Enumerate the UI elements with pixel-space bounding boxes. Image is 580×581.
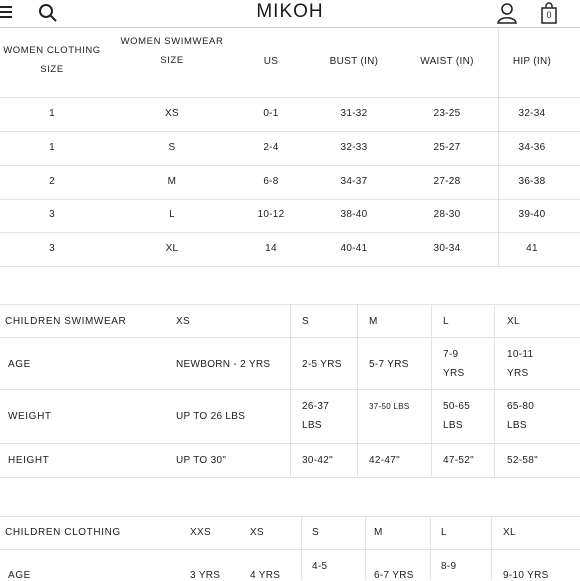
header-us: US — [263, 56, 279, 67]
header-xs: XS — [250, 527, 264, 538]
header-bust: BUST (IN) — [329, 56, 379, 67]
header-women-swimwear-size: WOMEN SWIMWEAR SIZE — [120, 36, 224, 66]
swimwear-size-cell: S — [168, 142, 176, 153]
bust-cell: 31-32 — [340, 108, 368, 119]
bag-count: 0 — [546, 10, 552, 20]
user-icon[interactable] — [496, 2, 518, 24]
hip-cell: 32-34 — [518, 108, 546, 119]
l-cell: 47-52" — [443, 455, 474, 466]
header-s: S — [302, 316, 309, 327]
hip-cell: 36-38 — [518, 176, 546, 187]
header-s: S — [312, 527, 319, 538]
header-women-clothing-size: WOMEN CLOTHING SIZE — [3, 45, 101, 75]
hip-cell: 41 — [526, 243, 538, 254]
s-cell: 30-42" — [302, 455, 333, 466]
us-cell: 2-4 — [263, 142, 279, 153]
row-label-height: HEIGHT — [8, 455, 50, 466]
bust-cell: 32-33 — [340, 142, 368, 153]
m-cell: 37-50 LBS — [369, 402, 410, 411]
xxs-cell: 3 YRS — [190, 570, 221, 581]
swimwear-size-cell: XL — [165, 243, 179, 254]
us-cell: 0-1 — [263, 108, 279, 119]
clothing-size-cell: 2 — [49, 176, 55, 187]
s-cell: 26-37 LBS — [302, 401, 330, 431]
xs-cell: NEWBORN - 2 YRS — [176, 359, 271, 370]
xs-cell: UP TO 26 LBS — [176, 411, 246, 422]
clothing-size-cell: 1 — [49, 108, 55, 119]
header-l: L — [443, 316, 449, 327]
xs-cell: 4 YRS — [250, 570, 281, 581]
swimwear-size-cell: L — [169, 209, 175, 220]
m-cell: 42-47" — [369, 455, 400, 466]
header-xs: XS — [176, 316, 190, 327]
s-cell: 2-5 YRS — [302, 359, 342, 370]
hip-cell: 34-36 — [518, 142, 546, 153]
l-cell: 7-9 YRS — [443, 349, 465, 379]
waist-cell: 27-28 — [433, 176, 461, 187]
header-xl: XL — [503, 527, 516, 538]
header-xl: XL — [507, 316, 520, 327]
header-l: L — [441, 527, 447, 538]
waist-cell: 28-30 — [433, 209, 461, 220]
header-children-swimwear: CHILDREN SWIMWEAR — [5, 316, 127, 327]
header-m: M — [374, 527, 383, 538]
bust-cell: 40-41 — [340, 243, 368, 254]
xl-cell: 10-11 YRS — [507, 349, 534, 379]
header-m: M — [369, 316, 378, 327]
us-cell: 10-12 — [257, 209, 285, 220]
clothing-size-cell: 3 — [49, 209, 55, 220]
header-children-clothing: CHILDREN CLOTHING — [5, 527, 121, 538]
hip-cell: 39-40 — [518, 209, 546, 220]
row-label-weight: WEIGHT — [8, 411, 52, 422]
header-bar — [0, 0, 580, 26]
us-cell: 14 — [265, 243, 277, 254]
waist-cell: 25-27 — [433, 142, 461, 153]
xl-cell: 52-58" — [507, 455, 538, 466]
xl-cell: 9-10 YRS — [503, 570, 549, 581]
bust-cell: 34-37 — [340, 176, 368, 187]
swimwear-size-cell: M — [167, 176, 177, 187]
s-cell: 4-5 — [312, 561, 328, 572]
m-cell: 6-7 YRS — [374, 570, 414, 581]
l-cell: 50-65 LBS — [443, 401, 471, 431]
header-waist: WAIST (IN) — [420, 56, 474, 67]
bust-cell: 38-40 — [340, 209, 368, 220]
us-cell: 6-8 — [263, 176, 279, 187]
clothing-size-cell: 3 — [49, 243, 55, 254]
waist-cell: 23-25 — [433, 108, 461, 119]
row-label-age: AGE — [8, 570, 31, 581]
header-hip: HIP (IN) — [512, 56, 552, 67]
clothing-size-cell: 1 — [49, 142, 55, 153]
xl-cell: 65-80 LBS — [507, 401, 535, 431]
l-cell: 8-9 — [441, 561, 457, 572]
xs-cell: UP TO 30" — [176, 455, 227, 466]
waist-cell: 30-34 — [433, 243, 461, 254]
shopping-bag-icon[interactable] — [540, 2, 558, 24]
swimwear-size-cell: XS — [165, 108, 179, 119]
brand-logo[interactable]: MIKOH — [256, 1, 324, 22]
m-cell: 5-7 YRS — [369, 359, 409, 370]
row-label-age: AGE — [8, 359, 31, 370]
header-xxs: XXS — [190, 527, 211, 538]
